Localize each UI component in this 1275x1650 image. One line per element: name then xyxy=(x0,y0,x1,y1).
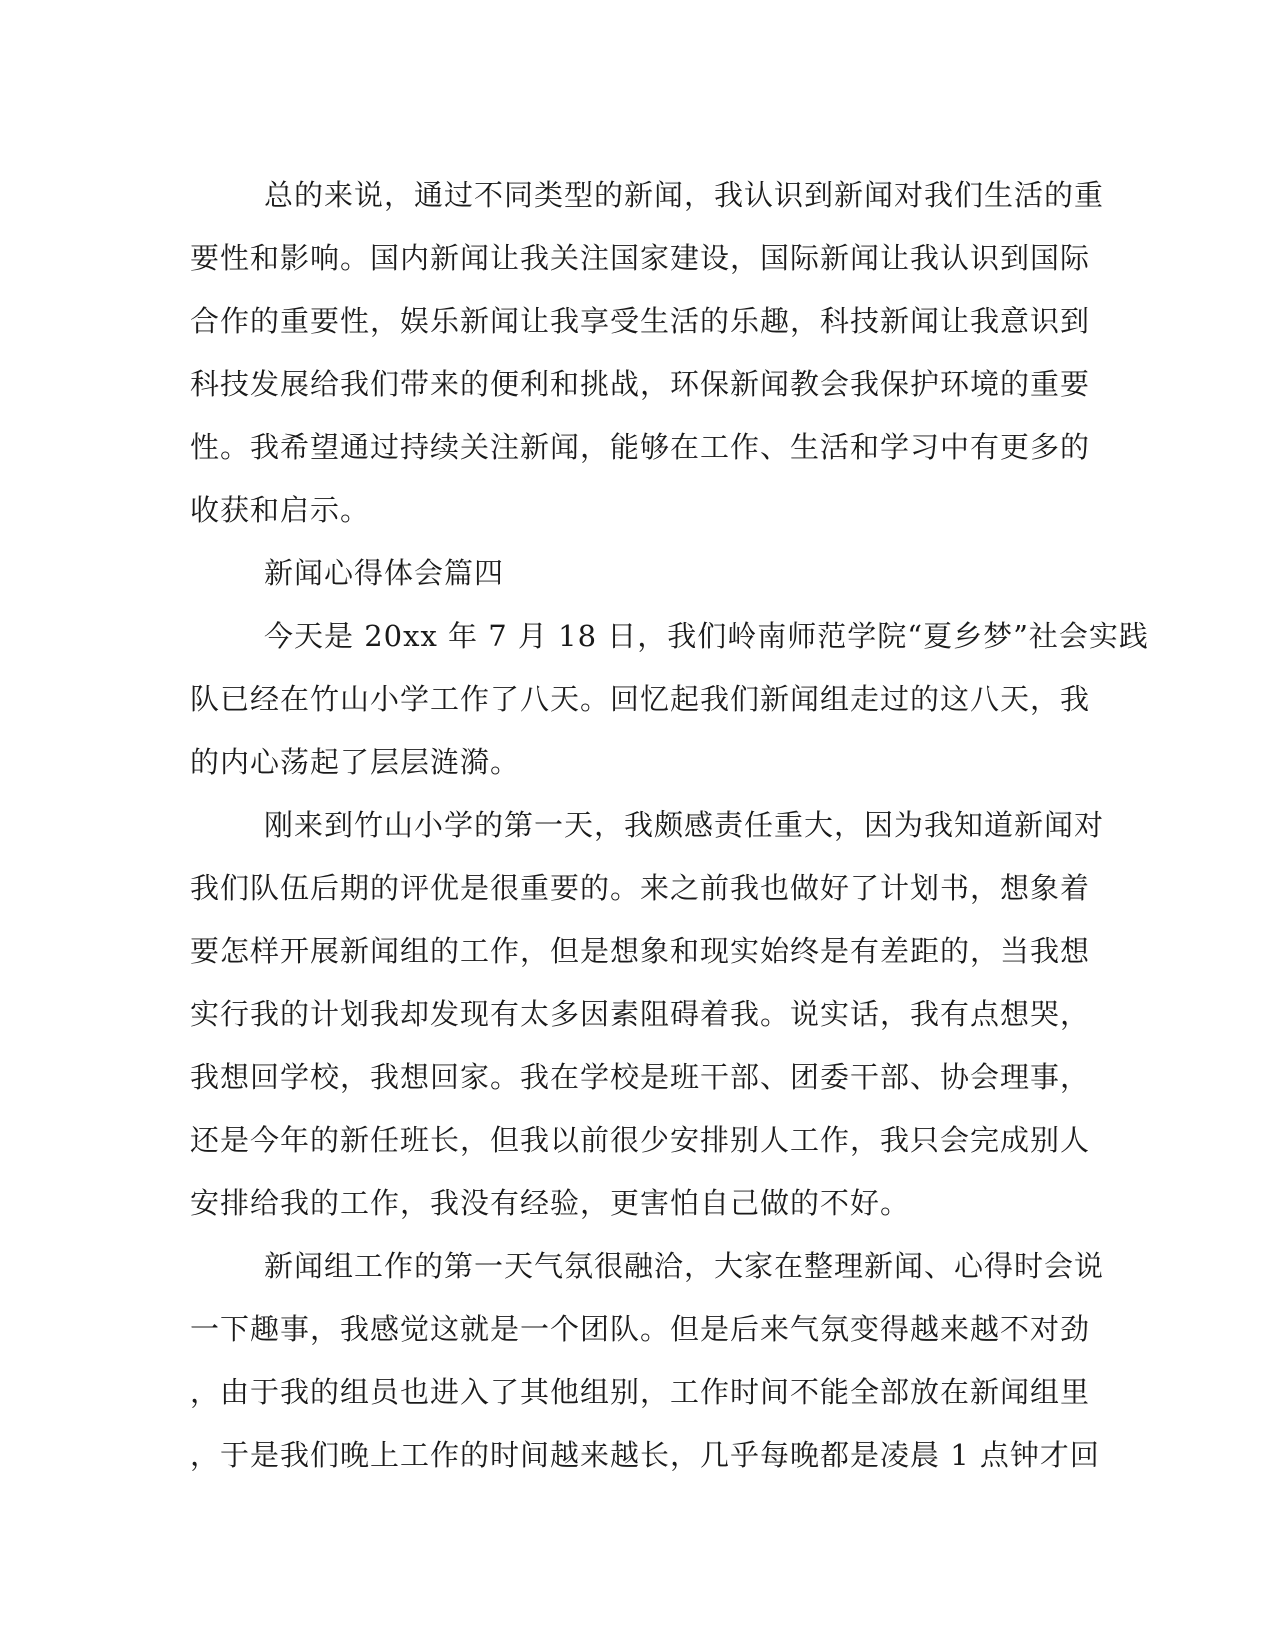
text-line: 总的来说，通过不同类型的新闻，我认识到新闻对我们生活的重 xyxy=(264,178,1105,212)
text-line: ，于是我们晚上工作的时间越来越长，几乎每晚都是凌晨 1 点钟才回 xyxy=(190,1438,1100,1472)
text-line: 新闻组工作的第一天气氛很融洽，大家在整理新闻、心得时会说 xyxy=(264,1249,1105,1283)
text-line: 性。我希望通过持续关注新闻，能够在工作、生活和学习中有更多的 xyxy=(190,430,1091,464)
text-line: 还是今年的新任班长，但我以前很少安排别人工作，我只会完成别人 xyxy=(190,1123,1091,1157)
text-line: 收获和启示。 xyxy=(190,493,371,527)
text-line: 实行我的计划我却发现有太多因素阻碍着我。说实话，我有点想哭， xyxy=(190,997,1091,1031)
text-line: ，由于我的组员也进入了其他组别，工作时间不能全部放在新闻组里 xyxy=(190,1375,1091,1409)
document-body xyxy=(190,164,1149,1487)
text-line: 刚来到竹山小学的第一天，我颇感责任重大，因为我知道新闻对 xyxy=(264,808,1105,842)
text-line: 要性和影响。国内新闻让我关注国家建设，国际新闻让我认识到国际 xyxy=(190,241,1091,275)
text-line: 安排给我的工作，我没有经验，更害怕自己做的不好。 xyxy=(190,1186,911,1220)
text-line: 合作的重要性，娱乐新闻让我享受生活的乐趣，科技新闻让我意识到 xyxy=(190,304,1091,338)
text-line: 我想回学校，我想回家。我在学校是班干部、团委干部、协会理事， xyxy=(190,1060,1091,1094)
text-line: 我们队伍后期的评优是很重要的。来之前我也做好了计划书，想象着 xyxy=(190,871,1091,905)
text-line: 一下趣事，我感觉这就是一个团队。但是后来气氛变得越来越不对劲 xyxy=(190,1312,1091,1346)
text-line: 科技发展给我们带来的便利和挑战，环保新闻教会我保护环境的重要 xyxy=(190,367,1091,401)
text-line: 队已经在竹山小学工作了八天。回忆起我们新闻组走过的这八天，我 xyxy=(190,682,1091,716)
text-line: 要怎样开展新闻组的工作，但是想象和现实始终是有差距的，当我想 xyxy=(190,934,1091,968)
section-heading: 新闻心得体会篇四 xyxy=(264,556,505,590)
text-line: 今天是 20xx 年 7 月 18 日，我们岭南师范学院“夏乡梦”社会实践 xyxy=(264,619,1149,653)
text-line: 的内心荡起了层层涟漪。 xyxy=(190,745,521,779)
